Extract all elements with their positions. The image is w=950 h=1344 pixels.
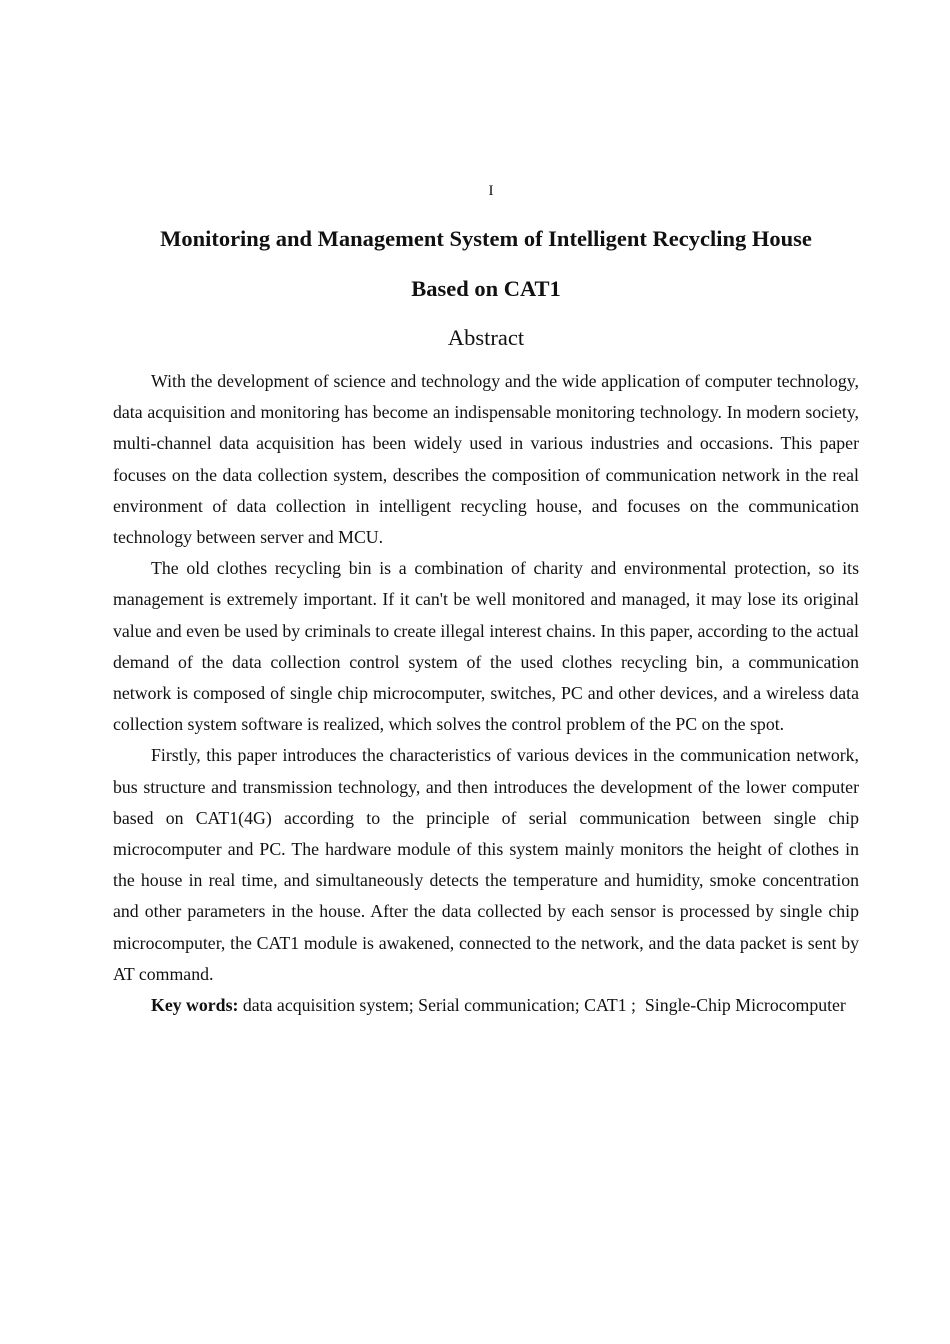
- keywords-line: [113, 990, 859, 1021]
- page-number: I: [488, 183, 494, 199]
- abstract-paragraph-3: Firstly, this paper introduces the characteristics of various devices in the communication network, bus structure and transmission technology, and then introduces the development of the lower computer based on CAT1(4G) according to the principle of serial communication between single chip microcomputer and PC. The hardware module of this system mainly monitors the height of clothes in the house in real time, and simultaneously detects the temperature and humidity, smoke concentration and other parameters in the house. After the data collected by each sensor is processed by single chip microcomputer, the CAT1 module is awakened, connected to the network, and the data packet is sent by AT command.: [113, 745, 859, 984]
- keywords-text: data acquisition system; Serial communication; CAT1 ; Single-Chip Microcomputer: [242, 995, 846, 1016]
- abstract-body: [113, 366, 859, 1021]
- abstract-paragraph-1: With the development of science and technology and the wide application of computer technology, data acquisition and monitoring has become an indispensable monitoring technology. In modern society, multi-channel data acquisition has been widely used in various industries and occasions. This paper focuses on the data collection system, describes the composition of communication network in the real environment of data collection in intelligent recycling house, and focuses on the communication technology between server and MCU.: [113, 371, 859, 548]
- title-line-2: Based on CAT1: [411, 276, 561, 301]
- keywords-label: Key words:: [151, 995, 239, 1016]
- title-line-1: Monitoring and Management System of Intelligent Recycling House: [160, 226, 812, 251]
- abstract-paragraph-2: The old clothes recycling bin is a combination of charity and environmental protection, so its management is extremely important. If it can't be well monitored and managed, it may lose its original value and even be used by criminals to create illegal interest chains. In this paper, according to the actual demand of the data collection control system of the used clothes recycling bin, a communication network is composed of single chip microcomputer, switches, PC and other devices, and a wireless data collection system software is realized, which solves the control problem of the PC on the spot.: [113, 558, 859, 735]
- abstract-heading: Abstract: [447, 325, 525, 350]
